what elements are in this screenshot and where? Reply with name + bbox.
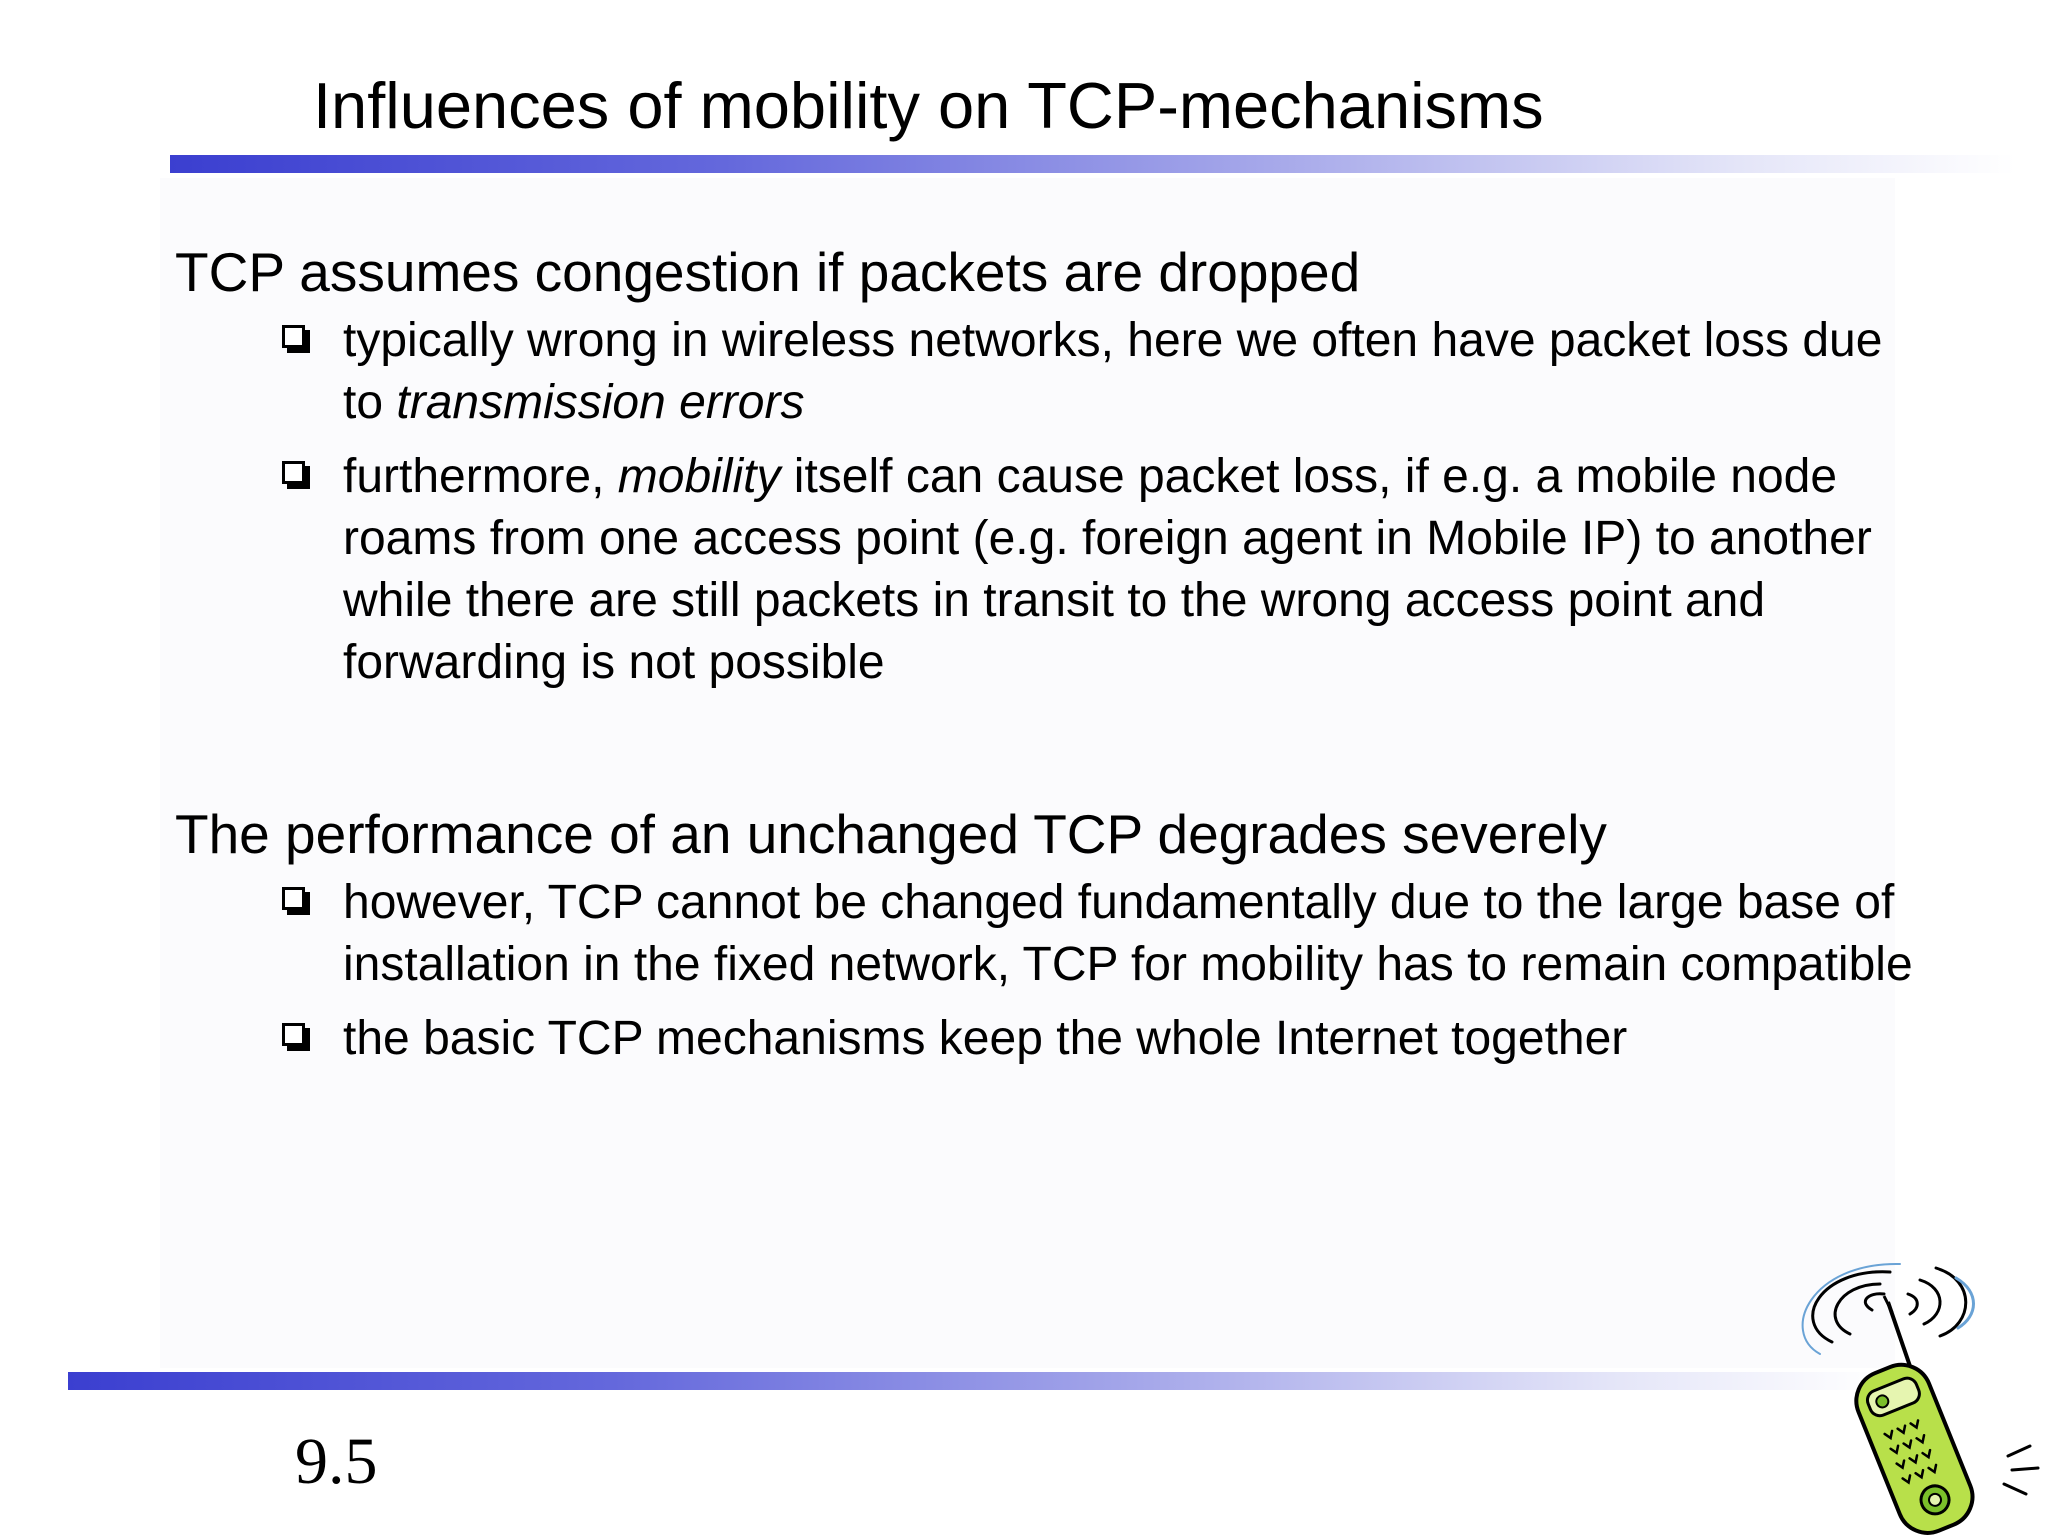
slide-title: Influences of mobility on TCP-mechanisms	[313, 69, 1544, 142]
bullet-item	[175, 872, 1935, 996]
section-heading: TCP assumes congestion if packets are dropped	[175, 241, 1361, 303]
square-bullet-icon	[282, 887, 305, 910]
bullet-item	[175, 310, 1935, 434]
bullet-emphasis: mobility	[617, 450, 781, 503]
section-performance	[175, 802, 1935, 1082]
title-underline-bar	[170, 155, 2015, 173]
section-heading: The performance of an unchanged TCP degrades severely	[175, 803, 1607, 865]
section-congestion	[175, 240, 1935, 706]
mobile-phone-clipart	[1780, 1262, 2048, 1536]
bullet-list	[175, 310, 1935, 694]
page-number: 9.5	[295, 1425, 378, 1498]
bullet-text-run: furthermore,	[343, 450, 618, 503]
bullet-text: the basic TCP mechanisms keep the whole Internet together	[343, 1012, 1628, 1065]
bullet-item	[175, 446, 1935, 694]
square-bullet-icon	[282, 325, 305, 348]
square-bullet-icon	[282, 1023, 305, 1046]
bullet-text	[343, 314, 1882, 429]
bullet-text-run: itself can cause packet loss, if e.g. a mobile node roams from one access point (e.g. foreign agent in Mobile IP) to another while there are still packets in transit to the wrong access point and forwarding is not possible	[343, 450, 1872, 689]
bullet-item	[175, 1008, 1935, 1070]
bullet-text: however, TCP cannot be changed fundamentally due to the large base of installation in the fixed network, TCP for mobility has to remain compatible	[343, 876, 1913, 991]
bullet-list	[175, 872, 1935, 1070]
square-bullet-icon	[282, 461, 305, 484]
bullet-text-run: typically wrong in wireless networks, here we often have packet loss due to	[343, 314, 1883, 429]
bullet-text	[343, 450, 1872, 689]
bullet-emphasis: transmission errors	[396, 376, 805, 429]
footer-bar	[68, 1372, 1883, 1390]
signal-waves-icon	[1803, 1264, 1974, 1354]
